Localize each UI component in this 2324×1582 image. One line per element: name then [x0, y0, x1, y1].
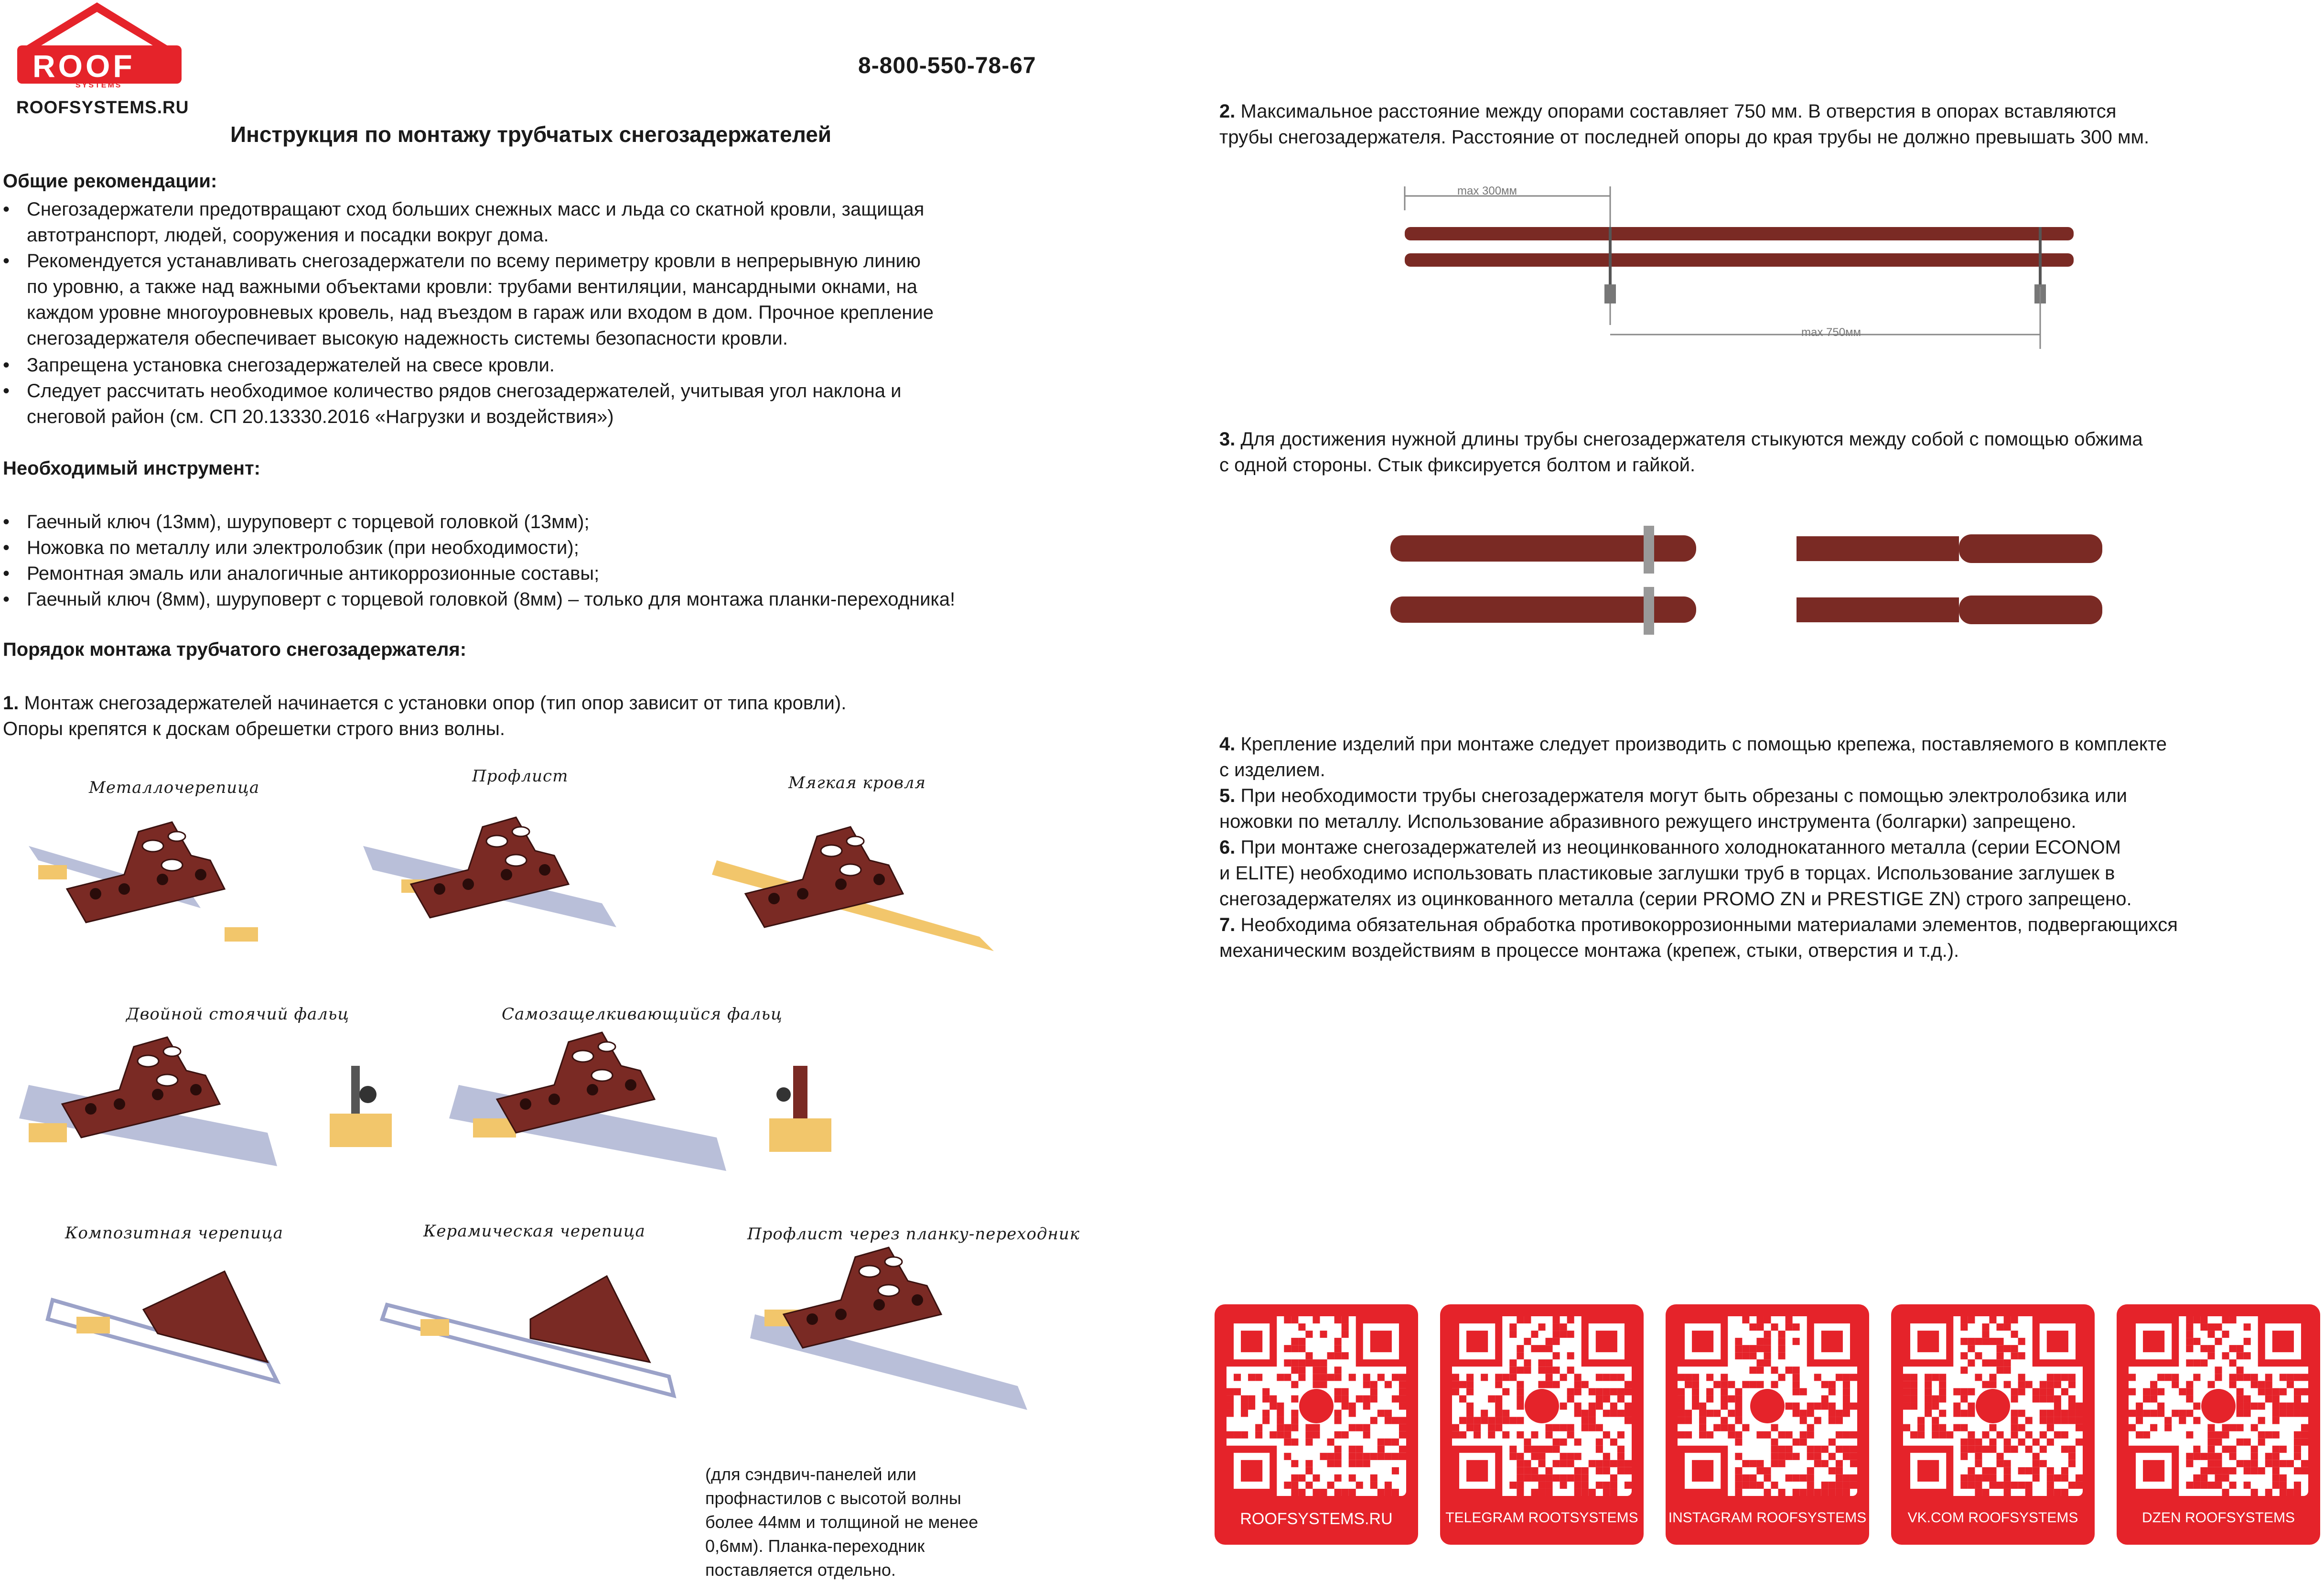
- step-number: 6.: [1219, 837, 1236, 858]
- bracket-click-seam: [449, 1032, 831, 1171]
- step-7: [1219, 912, 2318, 964]
- logo: [13, 0, 185, 96]
- order-heading: Порядок монтажа трубчатого снегозадержателя:: [3, 639, 467, 660]
- step1-line2: Опоры крепятся к доскам обрешетки строго вниз волны.: [3, 718, 505, 739]
- roof-type-caption: Керамическая черепица: [423, 1222, 646, 1241]
- qr-code-dzen-icon: [2129, 1316, 2308, 1496]
- qr-card-vk[interactable]: [1891, 1304, 2095, 1545]
- bracket-metal-tile: [29, 822, 258, 942]
- logo-sub: SYSTEMS: [75, 81, 122, 89]
- step-number: 5.: [1219, 785, 1236, 806]
- site-url: ROOFSYSTEMS.RU: [16, 98, 189, 117]
- step-3: [1219, 426, 2318, 478]
- roof-type-caption: Мягкая кровля: [788, 773, 926, 792]
- seam-detail-wood: [330, 1114, 392, 1147]
- step-text: При монтаже снегозадержателей из неоцинкованного холоднокатанного металла (серии ECONOM и ELITE) необходимо использовать пластиковые заглушки труб в торцах. Использование заглушек в снегозадержателях из оцинкованного металла (серии PROMO ZN и PRESTIGE ZN) строго запрещено.: [1219, 837, 2132, 910]
- general-item: • Запрещена установка снегозадержателей на свесе кровли.: [3, 355, 555, 376]
- roof-type-caption: Двойной стоячий фальц: [126, 1005, 350, 1024]
- bracket-composite-tile: [48, 1271, 277, 1381]
- step-number: 4.: [1219, 734, 1236, 755]
- step-text: Для достижения нужной длины трубы снегозадержателя стыкуются между собой с помощью обжима с одной стороны. Стык фиксируется болтом и гайкой.: [1219, 429, 2143, 476]
- roof-type-caption: Самозащелкивающийся фальц: [502, 1005, 783, 1024]
- step1-text: [3, 690, 846, 716]
- qr-code-instagram-icon: [1678, 1316, 1857, 1496]
- step-number: 7.: [1219, 914, 1236, 935]
- pipe-joint-diagram: [1386, 526, 2112, 650]
- tool-item: • Ножовка по металлу или электролобзик (при необходимости);: [3, 537, 579, 558]
- qr-label: DZEN ROOFSYSTEMS: [2141, 1510, 2295, 1526]
- general-item: • Рекомендуется устанавливать снегозадержатели по всему периметру кровли в непрерывную линию по уровню, а также над важными объектами кровли: трубами вентиляции, мансардными окнами, на каждом уровне многоуровневых кровель, над въездом в гараж или входом в дом. Прочное крепление снегозадержателя обеспечивает высокую надежность системы безопасности кровли.: [3, 250, 934, 349]
- step-text: При необходимости трубы снегозадержателя могут быть обрезаны с помощью электролобзика или ножовки по металлу. Использование абразивного режущего инструмента (болгарки) запрещено.: [1219, 785, 2128, 832]
- bracket-illustrations: [0, 789, 1099, 1434]
- qr-card-telegram[interactable]: [1440, 1304, 1644, 1545]
- click-seam-detail-wood: [769, 1118, 831, 1152]
- bracket-ceramic-tile: [382, 1276, 674, 1396]
- bracket-double-standing-seam: [19, 1037, 392, 1166]
- logo-text: ROOF: [32, 48, 135, 84]
- instagram-icon: [1750, 1389, 1785, 1423]
- general-item: • Снегозадержатели предотвращают сход больших снежных масс и льда со скатной кровли, защищая автотранспорт, людей, сооружения и посадки вокруг дома.: [3, 199, 925, 246]
- pipe-spacing-diagram: [1395, 182, 2121, 354]
- qr-label: TELEGRAM ROOTSYSTEMS: [1445, 1510, 1638, 1526]
- step-text: Максимальное расстояние между опорами составляет 750 мм. В отверстия в опорах вставляются трубы снегозадержателя. Расстояние от последней опоры до края трубы не должно превышать 300 мм.: [1219, 101, 2150, 148]
- tool-item: • Гаечный ключ (13мм), шуруповерт с торцевой головкой (13мм);: [3, 511, 590, 532]
- page-title: Инструкция по монтажу трубчатых снегозадержателей: [230, 122, 832, 147]
- general-item: • Следует рассчитать необходимое количество рядов снегозадержателей, учитывая угол наклона и снеговой район (см. СП 20.13330.2016 «Нагрузки и воздействия»): [3, 380, 902, 427]
- bracket-profiled-sheet: [363, 817, 616, 927]
- step-2: [1219, 98, 2318, 150]
- step-4: [1219, 731, 2318, 783]
- qr-label: VK.COM ROOFSYSTEMS: [1907, 1510, 2078, 1526]
- vk-icon: [1976, 1389, 2010, 1423]
- step-5: [1219, 783, 2318, 834]
- step1-line1: Монтаж снегозадержателей начинается с установки опор (тип опор зависит от типа кровли).: [24, 693, 847, 714]
- roof-type-caption: Композитная черепица: [65, 1224, 283, 1243]
- roof-type-caption: Металлочерепица: [89, 778, 260, 797]
- dzen-icon: [2201, 1389, 2236, 1423]
- qr-card-site[interactable]: [1215, 1304, 1418, 1545]
- step-text: Крепление изделий при монтаже следует производить с помощью крепежа, поставляемого в комплекте с изделием.: [1219, 734, 2167, 780]
- qr-code-vk-icon: [1903, 1316, 2083, 1496]
- roof-type-caption: Профлист: [472, 767, 569, 786]
- general-heading: Общие рекомендации:: [3, 171, 217, 192]
- bracket-soft-roof: [712, 827, 994, 951]
- qr-code-telegram-icon: [1452, 1316, 1632, 1496]
- phone-number: 8-800-550-78-67: [858, 53, 1036, 78]
- qr-card-instagram[interactable]: [1666, 1304, 1869, 1545]
- dim-label-750: max 750мм: [1801, 326, 1861, 339]
- step-6: [1219, 834, 2318, 912]
- step-number: 3.: [1219, 429, 1236, 450]
- tool-item: • Ремонтная эмаль или аналогичные антикоррозионные составы;: [3, 563, 600, 584]
- qr-code-roof-logo-icon: [1227, 1316, 1406, 1496]
- dim-label-300: max 300мм: [1457, 184, 1517, 197]
- tool-item: • Гаечный ключ (8мм), шуруповерт с торцевой головкой (8мм) – только для монтажа планки-переходника!: [3, 589, 956, 610]
- telegram-icon: [1525, 1389, 1559, 1423]
- qr-label: ROOFSYSTEMS.RU: [1240, 1510, 1393, 1528]
- qr-card-dzen[interactable]: [2117, 1304, 2320, 1545]
- bracket-adapter-plank: [750, 1247, 1027, 1410]
- qr-label: INSTAGRAM ROOFSYSTEMS: [1668, 1510, 1867, 1526]
- tools-heading: Необходимый инструмент:: [3, 458, 260, 479]
- adapter-note: (для сэндвич-панелей или профнастилов с высотой волны более 44мм и толщиной не менее 0,6мм). Планка-переходник поставляется отдельно.: [705, 1464, 979, 1580]
- step-number: 2.: [1219, 101, 1236, 122]
- roof-type-caption: Профлист через планку-переходник: [747, 1224, 1080, 1244]
- roof-logo-icon: [1299, 1389, 1334, 1423]
- step1-number: 1.: [3, 693, 19, 714]
- step-text: Необходима обязательная обработка противокоррозионными материалами элементов, подвергающихся механическим воздействиям в процессе монтажа (крепеж, стыки, отверстия и т.д.).: [1219, 914, 2178, 961]
